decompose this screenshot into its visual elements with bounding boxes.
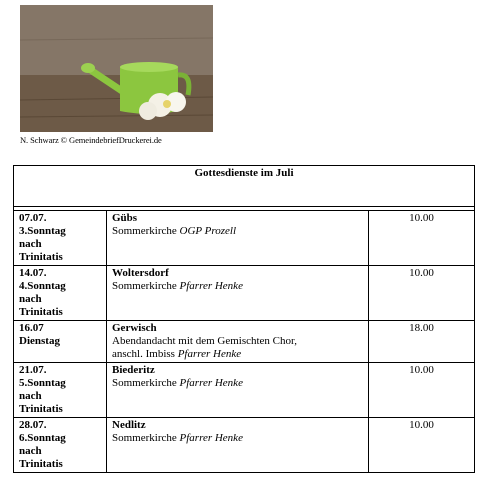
officiant: Pfarrer Henke (179, 377, 243, 389)
service-location: Nedlitz (112, 419, 146, 431)
service-description: Abendandacht mit dem Gemischten Chor, (112, 335, 297, 347)
service-day: nach (19, 293, 42, 305)
service-date: 16.07 (19, 322, 44, 334)
service-time: 10.00 (369, 418, 475, 473)
service-description-cont: anschl. Imbiss Pfarrer Henke (112, 348, 242, 360)
service-time: 10.00 (369, 266, 475, 321)
service-date-cell (14, 363, 107, 418)
service-location: Gübs (112, 212, 138, 224)
service-day: Trinitatis (19, 306, 63, 318)
service-location-cell (107, 211, 369, 266)
service-date-cell (14, 266, 107, 321)
table-row (14, 363, 475, 418)
service-location-cell (107, 363, 369, 418)
officiant: Pfarrer Henke (177, 348, 242, 360)
service-location: Woltersdorf (112, 267, 169, 279)
service-description: Sommerkirche Pfarrer Henke (112, 432, 243, 444)
service-description: Sommerkirche Pfarrer Henke (112, 280, 243, 292)
service-location: Biederitz (112, 364, 155, 376)
service-time: 10.00 (369, 363, 475, 418)
service-day: Dienstag (19, 335, 60, 347)
service-description: Sommerkirche Pfarrer Henke (112, 377, 243, 389)
service-time: 18.00 (369, 321, 475, 363)
service-day: nach (19, 238, 42, 250)
service-date-cell (14, 418, 107, 473)
table-row (14, 211, 475, 266)
table-row (14, 266, 475, 321)
service-day: Trinitatis (19, 251, 63, 263)
service-date-cell (14, 211, 107, 266)
service-day: nach (19, 390, 42, 402)
image-credit: N. Schwarz © GemeindebriefDruckerei.de (20, 135, 162, 145)
table-row (14, 418, 475, 473)
service-schedule-table (13, 165, 475, 473)
service-day: 5.Sonntag (19, 377, 66, 389)
officiant: OGP Prozell (179, 225, 237, 237)
officiant: Pfarrer Henke (179, 432, 243, 444)
table-title-row (14, 166, 475, 207)
service-day: nach (19, 445, 42, 457)
table-row (14, 321, 475, 363)
service-time: 10.00 (369, 211, 475, 266)
schedule-rows (14, 211, 475, 473)
service-location-cell (107, 418, 369, 473)
service-day: 4.Sonntag (19, 280, 66, 292)
service-day: Trinitatis (19, 458, 63, 470)
service-date: 07.07. (19, 212, 47, 224)
service-location-cell (107, 321, 369, 363)
service-description: Sommerkirche OGP Prozell (112, 225, 237, 237)
service-date: 14.07. (19, 267, 47, 279)
officiant: Pfarrer Henke (179, 280, 243, 292)
service-location: Gerwisch (112, 322, 157, 334)
service-date: 21.07. (19, 364, 47, 376)
service-day: 6.Sonntag (19, 432, 66, 444)
table-title: Gottesdienste im Juli (14, 166, 475, 207)
service-date-cell (14, 321, 107, 363)
service-date: 28.07. (19, 419, 47, 431)
service-day: Trinitatis (19, 403, 63, 415)
service-location-cell (107, 266, 369, 321)
watering-can-photo (20, 5, 213, 132)
service-day: 3.Sonntag (19, 225, 66, 237)
